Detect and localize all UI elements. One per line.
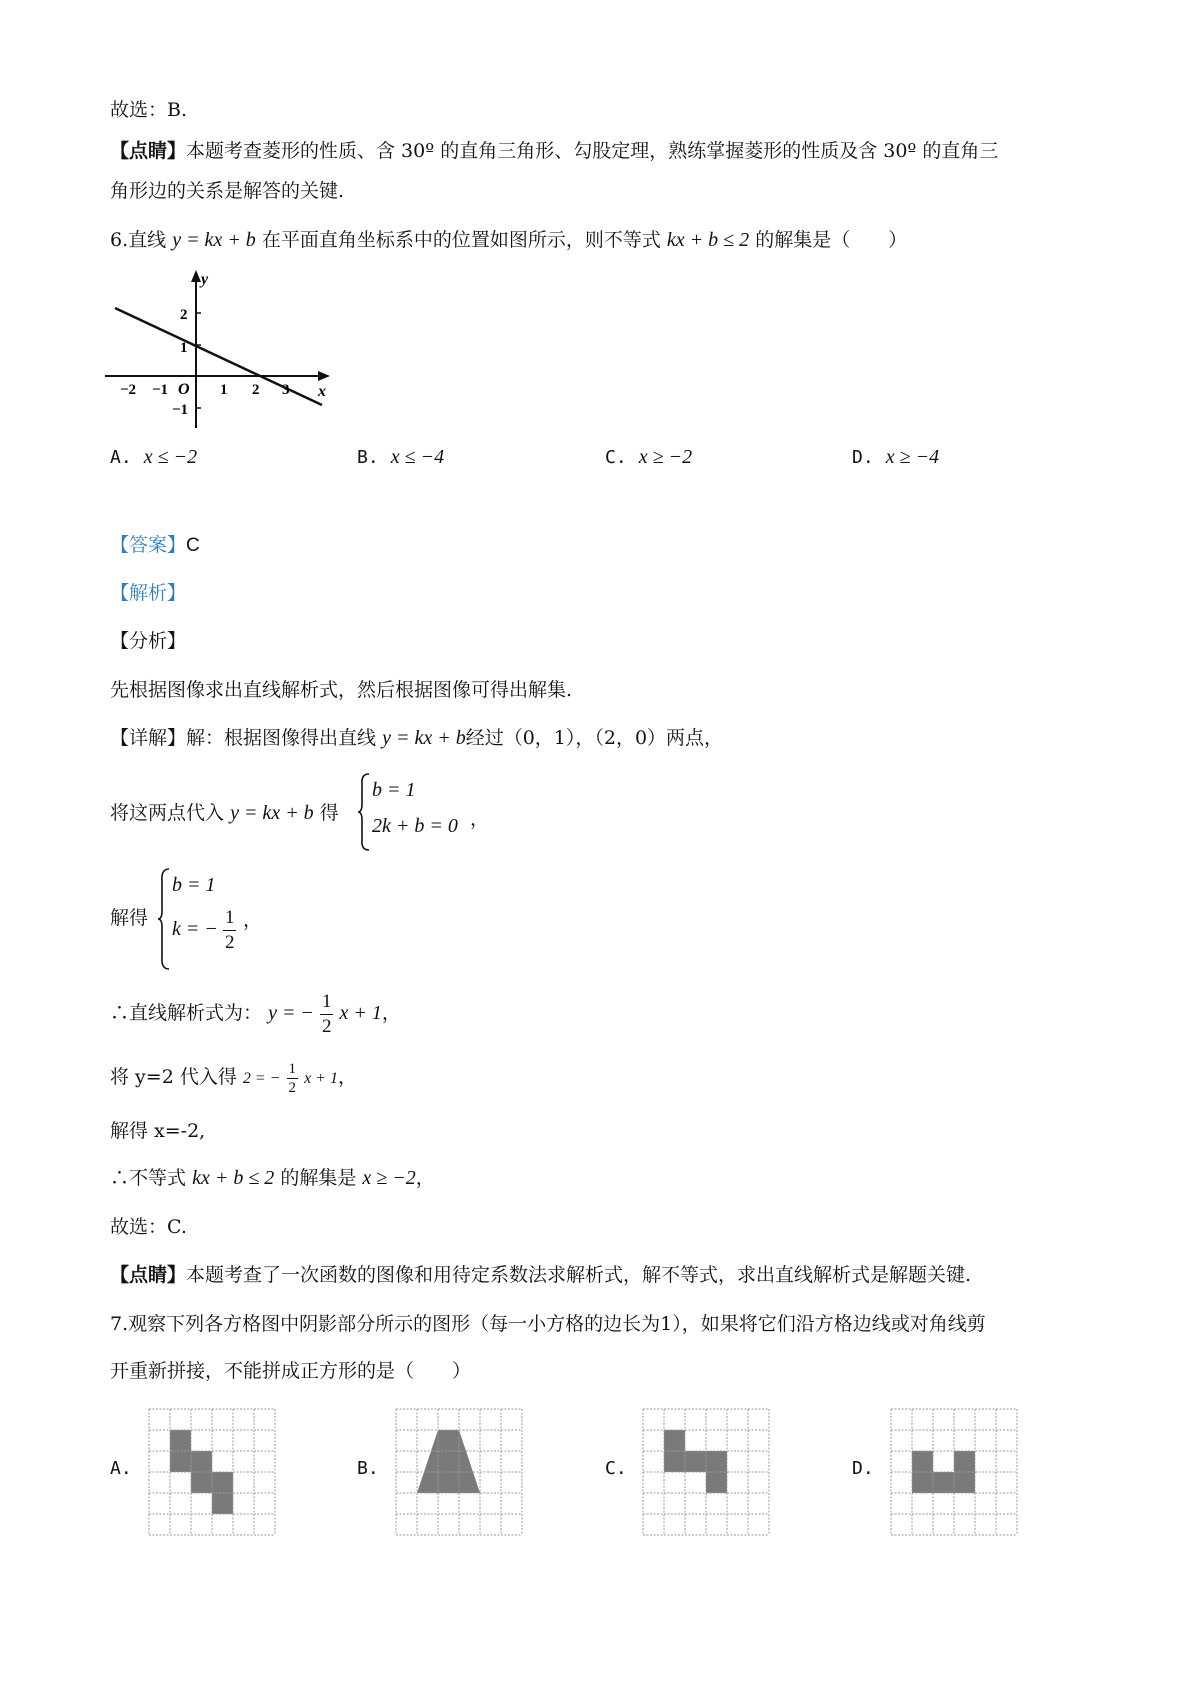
plug-comma: ， <box>337 1066 357 1088</box>
answer-tag: 【答案】 <box>110 534 187 556</box>
shaded-cell <box>685 1451 706 1472</box>
q6-option-d <box>852 446 939 469</box>
q6-coordinate-graph <box>100 268 350 433</box>
system1-comma: ， <box>470 808 490 830</box>
q6-answer <box>110 532 200 559</box>
sub-prefix: 将这两点代入 <box>110 802 225 824</box>
shaded-cell <box>706 1472 727 1493</box>
q7-label-b: B. <box>357 1458 379 1479</box>
shaded-cell <box>954 1451 975 1472</box>
q7-stem-line1: 7.观察下列各方格图中阴影部分所示的图形（每一小方格的边长为1），如果将它们沿方格边线或对角线剪 <box>110 1313 986 1335</box>
q6-stem-suffix: 的解集是（ ） <box>755 229 908 251</box>
shaded-cell <box>912 1472 933 1493</box>
shaded-cell <box>170 1430 191 1451</box>
answer-value: C <box>186 535 200 556</box>
q5-comment-text1: 本题考查菱形的性质、含 30º 的直角三角形、勾股定理，熟练掌握菱形的性质及含 30º 的直角三 <box>186 140 999 162</box>
solve-prefix: 解得 <box>110 907 149 929</box>
system2-brace-icon <box>157 867 171 971</box>
q6-stem-ineq: kx + b ≤ 2 <box>666 229 750 251</box>
q7-label-c: C. <box>605 1458 627 1479</box>
plug-line <box>110 1052 357 1104</box>
sub-de: 得 <box>319 802 339 824</box>
fenxi-tag: 【分析】 <box>110 630 187 652</box>
sub-line <box>110 800 339 826</box>
q6-stem-mid: 在平面直角坐标系中的位置如图所示，则不等式 <box>261 229 661 251</box>
xval-line: 解得 x=-2, <box>110 1120 206 1142</box>
detail-eq: y = kx + b <box>382 727 466 749</box>
detail-tag: 【详解】 <box>110 727 187 749</box>
option-c-label: C. <box>605 447 627 468</box>
system1-eq2: 2k + b = 0 <box>372 815 458 837</box>
line-comma: ， <box>381 1002 401 1024</box>
ineq-mid: 的解集是 <box>280 1167 357 1189</box>
system1 <box>372 772 458 844</box>
q6-comment <box>110 1262 971 1288</box>
shaded-cell <box>664 1451 685 1472</box>
graph-line <box>115 308 322 405</box>
shaded-cell <box>954 1472 975 1493</box>
x-tick-3: 3 <box>282 382 290 398</box>
detail-suffix: 经过（0，1），（2，0）两点， <box>465 727 724 749</box>
option-d-label: D. <box>852 447 874 468</box>
ineq-eq: kx + b ≤ 2 <box>192 1167 275 1189</box>
ineq-prefix: ∴不等式 <box>110 1167 187 1189</box>
q6-comment-tag: 【点睛】 <box>110 1264 187 1286</box>
y-axis-arrow-icon <box>191 270 201 282</box>
system2-fraction <box>223 906 237 955</box>
system2-eq2 <box>172 906 236 955</box>
fraction-numerator: 1 <box>223 906 237 931</box>
system2-eq2-lhs: k = − <box>172 918 218 940</box>
shaded-cell <box>191 1472 212 1493</box>
line-lhs: y = − <box>268 1002 314 1024</box>
ineq-comma: ， <box>415 1167 435 1189</box>
line-fraction-numerator: 1 <box>320 990 334 1015</box>
x-tick-neg1: −1 <box>152 382 169 398</box>
system1-brace-icon <box>357 772 371 852</box>
q5-conclusion: 故选：B. <box>110 99 188 121</box>
line-expression <box>110 985 401 1041</box>
detail-line <box>110 725 723 751</box>
q6-option-a <box>110 446 197 469</box>
shaded-cell <box>706 1451 727 1472</box>
q6-stem-prefix: 6.直线 <box>110 229 167 251</box>
q7-grid-d <box>888 1406 1020 1538</box>
q6-comment-text: 本题考查了一次函数的图像和用待定系数法求解析式，解不等式，求出直线解析式是解题关键. <box>186 1264 972 1286</box>
system2 <box>172 870 236 955</box>
plug-fraction-denominator: 2 <box>288 1079 297 1096</box>
q7-label-d: D. <box>852 1458 874 1479</box>
y-tick-neg1: −1 <box>172 402 189 418</box>
shaded-cell <box>933 1472 954 1493</box>
x-tick-1: 1 <box>220 382 228 398</box>
q7-grid-a <box>146 1406 278 1538</box>
option-d-text: x ≥ −4 <box>885 446 940 468</box>
shaded-trapezoid <box>417 1430 480 1493</box>
origin-label: O <box>178 381 190 398</box>
option-b-label: B. <box>357 447 379 468</box>
fraction-denominator: 2 <box>224 932 235 953</box>
q5-comment-line2: 角形边的关系是解答的关键. <box>110 180 345 202</box>
q5-comment-line1 <box>110 138 998 164</box>
y-tick-2: 2 <box>180 307 188 323</box>
y-tick-1: 1 <box>180 340 188 356</box>
shaded-cell <box>912 1451 933 1472</box>
option-c-text: x ≥ −2 <box>638 446 693 468</box>
q6-stem <box>110 227 907 253</box>
line-fraction-denominator: 2 <box>321 1015 332 1037</box>
plug-prefix: 将 y=2 代入得 <box>110 1066 237 1088</box>
q7-stem-line2: 开重新拼接，不能拼成正方形的是（ ） <box>110 1360 472 1382</box>
analysis-tag: 【解析】 <box>110 582 187 604</box>
plug-rhs: x + 1 <box>304 1070 338 1087</box>
option-a-label: A. <box>110 447 132 468</box>
y-axis-label: y <box>201 271 209 288</box>
shaded-cell <box>664 1430 685 1451</box>
sub-eq: y = kx + b <box>230 802 314 824</box>
shaded-cell <box>212 1493 233 1514</box>
x-axis-label: x <box>318 383 326 400</box>
detail-prefix: 解：根据图像得出直线 <box>186 727 377 749</box>
system1-eq1: b = 1 <box>372 779 416 801</box>
option-b-text: x ≤ −4 <box>390 446 445 468</box>
q6-stem-eq: y = kx + b <box>172 229 256 251</box>
plug-fraction <box>287 1060 299 1097</box>
fenxi-text: 先根据图像求出直线解析式，然后根据图像可得出解集. <box>110 679 573 701</box>
system2-eq1: b = 1 <box>172 874 216 896</box>
q6-option-c <box>605 446 692 469</box>
q7-label-a: A. <box>110 1458 132 1479</box>
line-rhs: x + 1 <box>339 1002 382 1024</box>
q6-conclusion: 故选：C. <box>110 1216 187 1238</box>
plug-lhs: 2 = − <box>242 1070 281 1087</box>
q5-comment-tag: 【点睛】 <box>110 140 187 162</box>
shaded-cell <box>212 1472 233 1493</box>
ineq-line <box>110 1165 435 1191</box>
system2-comma: ， <box>243 909 263 931</box>
option-a-text: x ≤ −2 <box>143 446 198 468</box>
q6-option-b <box>357 446 444 469</box>
shaded-cell <box>170 1451 191 1472</box>
x-tick-2: 2 <box>252 382 260 398</box>
x-tick-neg2: −2 <box>120 382 137 398</box>
q7-grid-c <box>640 1406 772 1538</box>
ineq-solution: x ≥ −2 <box>362 1167 416 1189</box>
q7-grid-b <box>393 1406 525 1538</box>
line-prefix: ∴直线解析式为： <box>110 1002 263 1024</box>
plug-fraction-numerator: 1 <box>288 1060 297 1077</box>
line-fraction <box>320 990 334 1039</box>
shaded-cell <box>191 1451 212 1472</box>
x-axis-arrow-icon <box>318 371 330 381</box>
